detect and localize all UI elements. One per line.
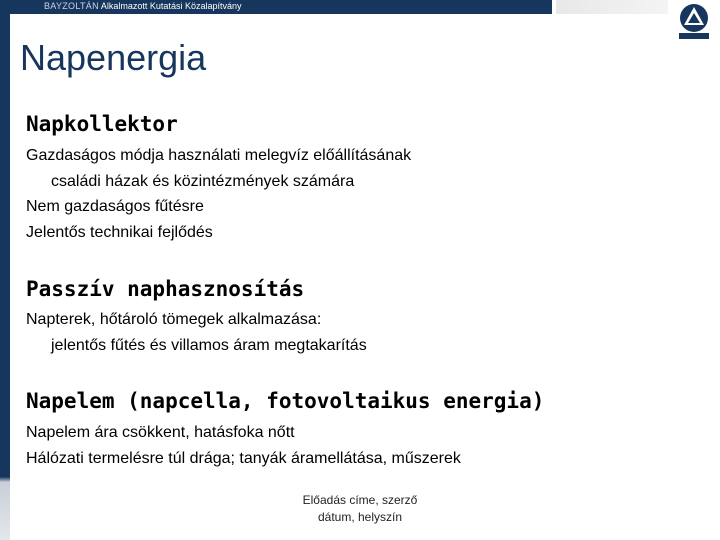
section-2-line-2: jelentős fűtés és villamos áram megtakarítás	[51, 337, 367, 354]
section-1-line-1: Gazdaságos módja használati melegvíz előállításának	[26, 147, 412, 164]
section-2-line-1: Napterek, hőtároló tömegek alkalmazása:	[26, 311, 322, 328]
slide-footer	[270, 492, 450, 526]
section-3-line-2: Hálózati termelésre túl drága; tanyák áramellátása, műszerek	[26, 450, 461, 467]
footer-line-2: dátum, helyszín	[317, 510, 403, 524]
section-1-line-2: családi házak és közintézmények számára	[51, 173, 355, 190]
section-heading-napkollektor: Napkollektor	[26, 112, 178, 136]
section-heading-passziv: Passzív naphasznosítás	[26, 277, 305, 301]
bayzoltan-logo-icon	[676, 2, 712, 40]
header-organization	[44, 1, 241, 12]
section-1-line-4: Jelentős technikai fejlődés	[26, 224, 213, 241]
header-org-name: Alkalmazott Kutatási Közalapítvány	[100, 1, 242, 11]
section-1-line-3: Nem gazdaságos fűtésre	[26, 198, 204, 215]
header-bar-right	[556, 0, 668, 14]
section-3-line-1: Napelem ára csökkent, hatásfoka nőtt	[26, 424, 295, 441]
slide-title: Napenergia	[20, 37, 207, 78]
footer-line-1: Előadás címe, szerző	[302, 493, 418, 507]
left-accent-stripe	[0, 14, 10, 540]
section-heading-napelem: Napelem (napcella, fotovoltaikus energia)	[26, 389, 545, 413]
header-brand: BAYZOLTÁN	[44, 1, 99, 11]
